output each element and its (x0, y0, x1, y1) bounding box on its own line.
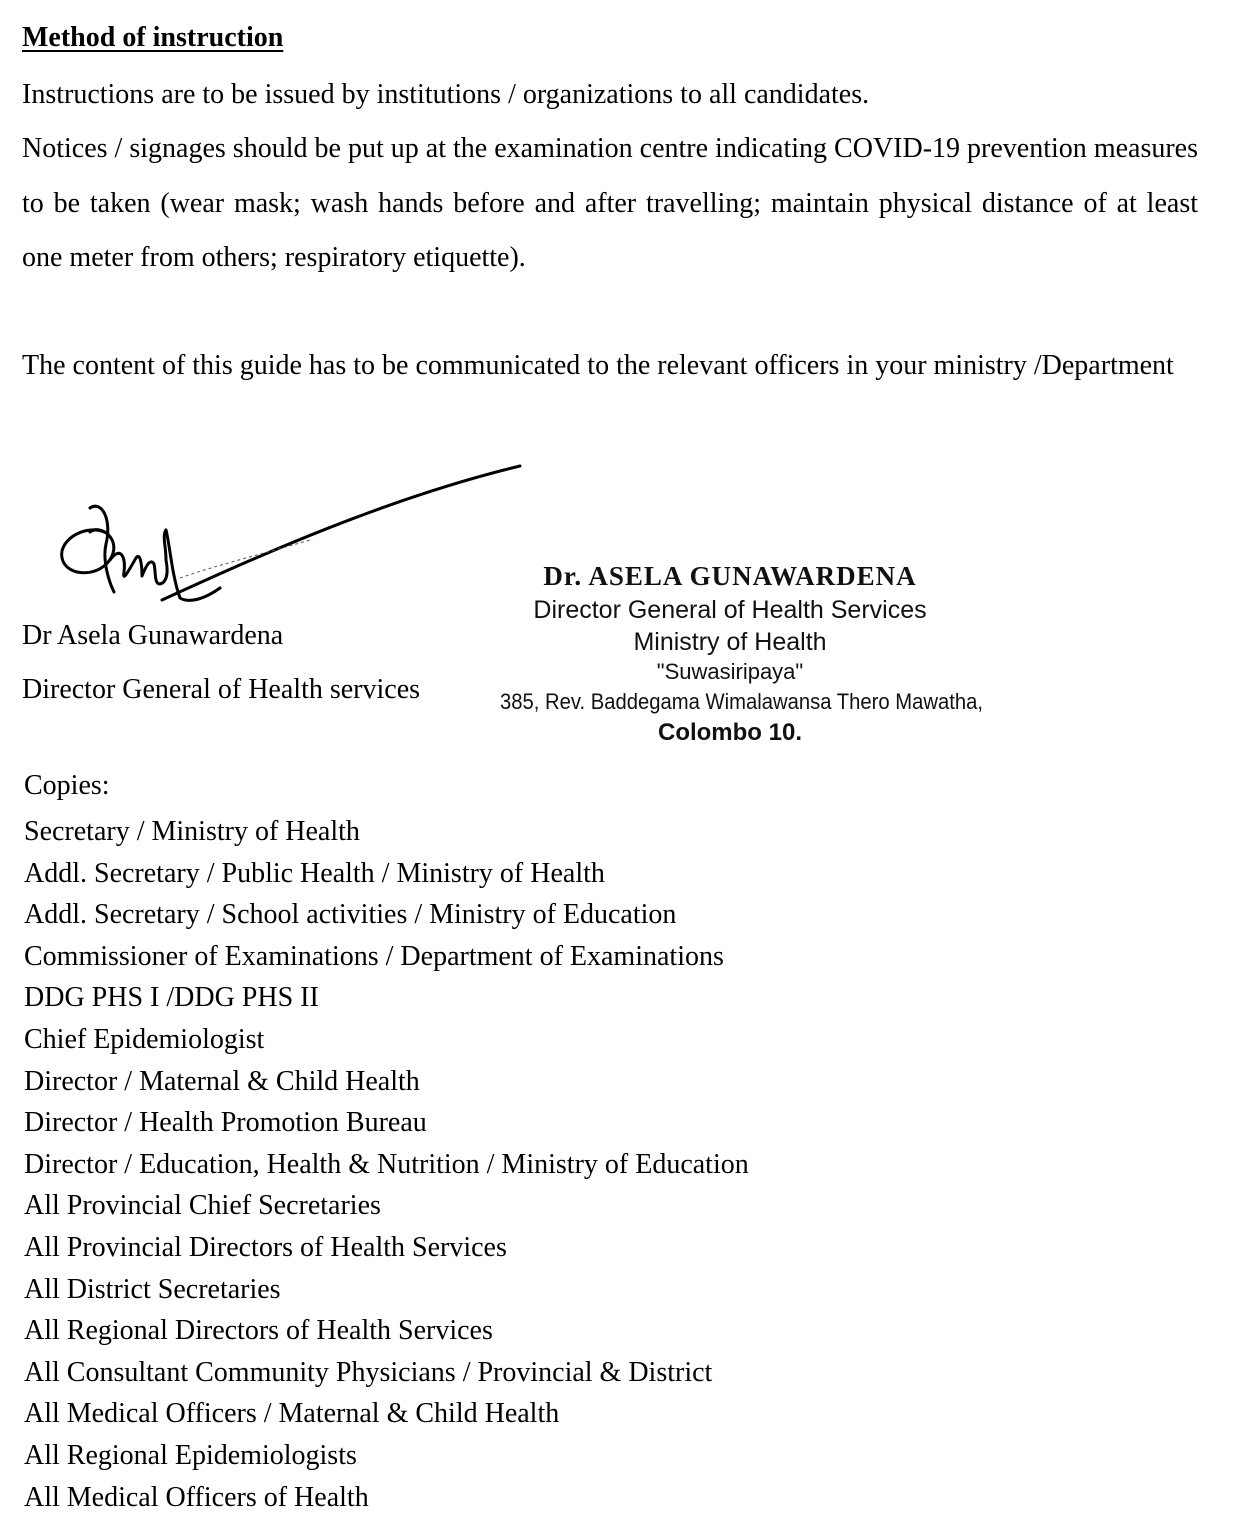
copy-recipient: Director / Maternal & Child Health (24, 1065, 420, 1097)
signer-name: Dr Asela Gunawardena (22, 620, 284, 651)
copy-recipient: All Regional Epidemiologists (24, 1439, 357, 1471)
communication-paragraph: The content of this guide has to be communicated to the relevant officers in your ministry /Department (22, 350, 1174, 381)
signer-title: Director General of Health services (22, 674, 421, 705)
stamp-address: 385, Rev. Baddegama Wimalawansa Thero Mawatha, (500, 689, 984, 714)
copy-recipient: All Medical Officers / Maternal & Child Health (24, 1398, 560, 1430)
signature-letters (110, 530, 220, 600)
copy-recipient: Commissioner of Examinations / Department of Examinations (24, 940, 724, 972)
copy-recipient: All Regional Directors of Health Services (24, 1315, 493, 1347)
handwritten-signature (50, 460, 530, 610)
stamp-title: Director General of Health Services (533, 596, 927, 624)
stamp-ministry: Ministry of Health (633, 628, 827, 656)
signature-long-stroke (162, 466, 520, 600)
copy-recipient: Chief Epidemiologist (24, 1023, 265, 1055)
copy-recipient: Director / Health Promotion Bureau (24, 1107, 427, 1139)
copy-recipient: Secretary / Ministry of Health (24, 816, 360, 847)
copy-recipient: Director / Education, Health & Nutrition / Ministry of Education (24, 1148, 749, 1180)
copy-recipient: All District Secretaries (24, 1273, 281, 1305)
copy-recipient: All Provincial Directors of Health Services (24, 1231, 507, 1263)
copy-recipient: All Medical Officers of Health (24, 1481, 369, 1513)
stamp-name: Dr. ASELA GUNAWARDENA (543, 561, 917, 591)
copy-recipient: All Provincial Chief Secretaries (24, 1190, 381, 1222)
copies-list (24, 811, 749, 1518)
copies-label: Copies: (24, 770, 110, 801)
stamp-building: "Suwasiripaya" (656, 659, 804, 684)
notices-paragraph: Notices / signages should be put up at the examination centre indicating COVID-19 prevention measures to be taken (wear mask; wash hands before and after travelling; maintain physical distance of at least one meter from others; respiratory etiquette). (22, 133, 1198, 273)
copy-recipient: Addl. Secretary / Public Health / Ministry of Health (24, 857, 605, 889)
copy-recipient: All Consultant Community Physicians / Provincial & District (24, 1356, 713, 1388)
instruction-paragraph: Instructions are to be issued by institutions / organizations to all candidates. (22, 79, 870, 110)
official-stamp (480, 558, 984, 748)
stamp-city: Colombo 10. (657, 719, 802, 746)
copy-recipient: Addl. Secretary / School activities / Ministry of Education (24, 899, 677, 931)
signature-upstroke (90, 506, 114, 592)
section-heading: Method of instruction (22, 22, 284, 53)
signature-thin-stroke (180, 540, 310, 578)
copy-recipient: DDG PHS I /DDG PHS II (24, 982, 319, 1014)
